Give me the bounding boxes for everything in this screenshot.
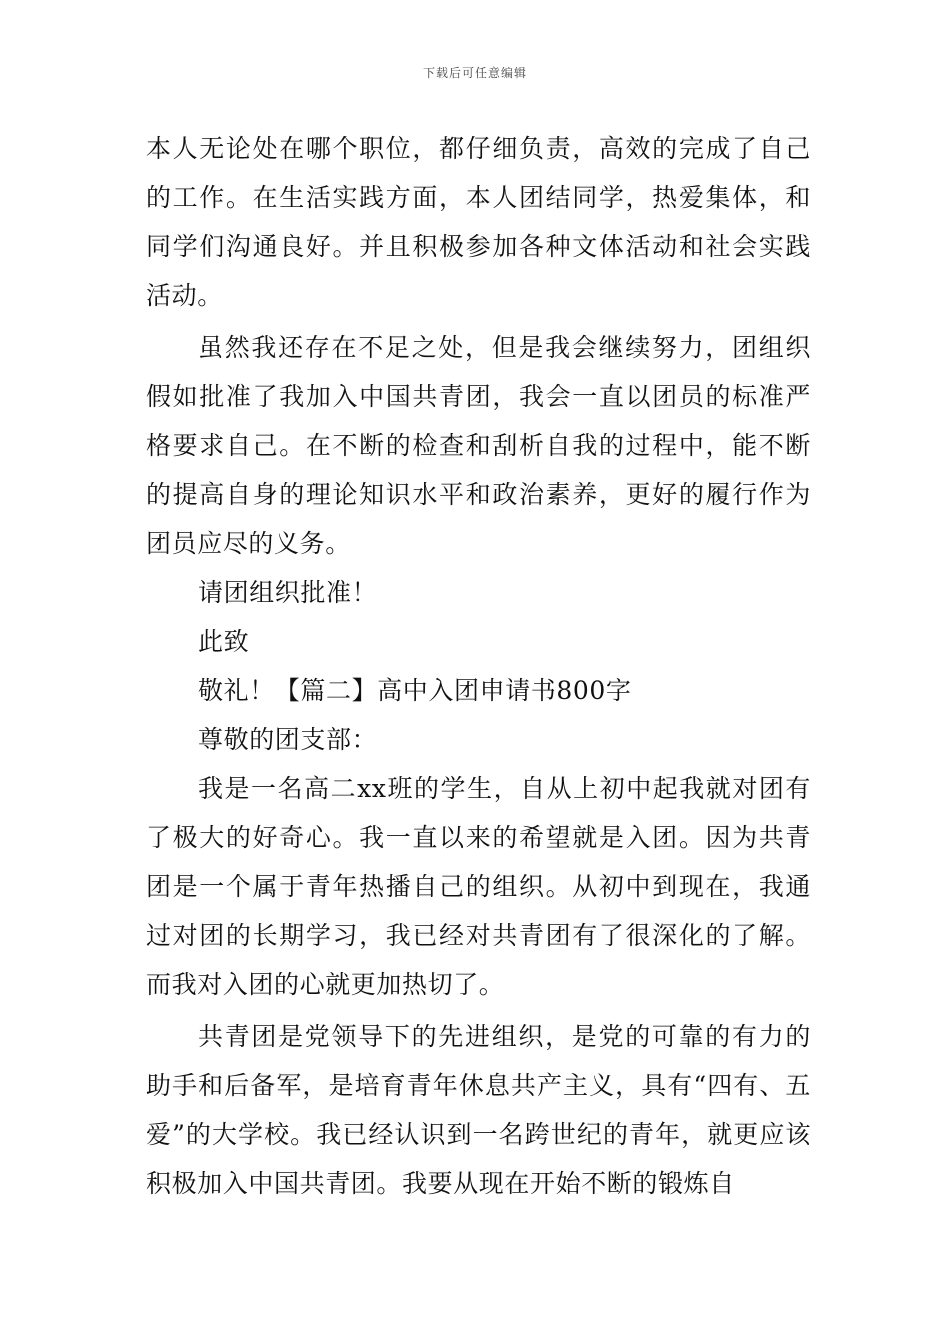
paragraph-2: 虽然我还存在不足之处，但是我会继续努力，团组织假如批准了我加入中国共青团，我会一直以团员的标准严格要求自己。在不断的检查和刮析自我的过程中，能不断的提高自身的理论知识水平和政治素养，更好的履行作为团员应尽的义务。 (146, 333, 811, 558)
paragraph-7: 我是一名高二xx班的学生，自从上初中起我就对团有了极大的好奇心。我一直以来的希望就是入团。因为共青团是一个属于青年热播自己的组织。从初中到现在，我通过对团的长期学习，我已经对共青团有了很深化的了解。而我对入团的心就更加热切了。 (146, 774, 811, 999)
paragraph-8: 共青团是党领导下的先进组织，是党的可靠的有力的助手和后备军，是培育青年休息共产主义，具有“四有、五爱”的大学校。我已经认识到一名跨世纪的青年，就更应该积极加入中国共青团。我要从现在开始不断的锻炼自 (146, 1022, 811, 1198)
paragraph-6: 尊敬的团支部： (198, 725, 378, 754)
paragraph-5: 敬礼！【篇二】高中入团申请书800字 (198, 676, 632, 705)
document-body (146, 124, 811, 1208)
page-header-note: 下载后可任意编辑 (422, 66, 527, 80)
paragraph-1: 本人无论处在哪个职位，都仔细负责，高效的完成了自己的工作。在生活实践方面，本人团结同学，热爱集体，和同学们沟通良好。并且积极参加各种文体活动和社会实践活动。 (146, 134, 811, 310)
paragraph-3: 请团组织批准！ (198, 578, 378, 607)
paragraph-4: 此致 (198, 627, 250, 656)
